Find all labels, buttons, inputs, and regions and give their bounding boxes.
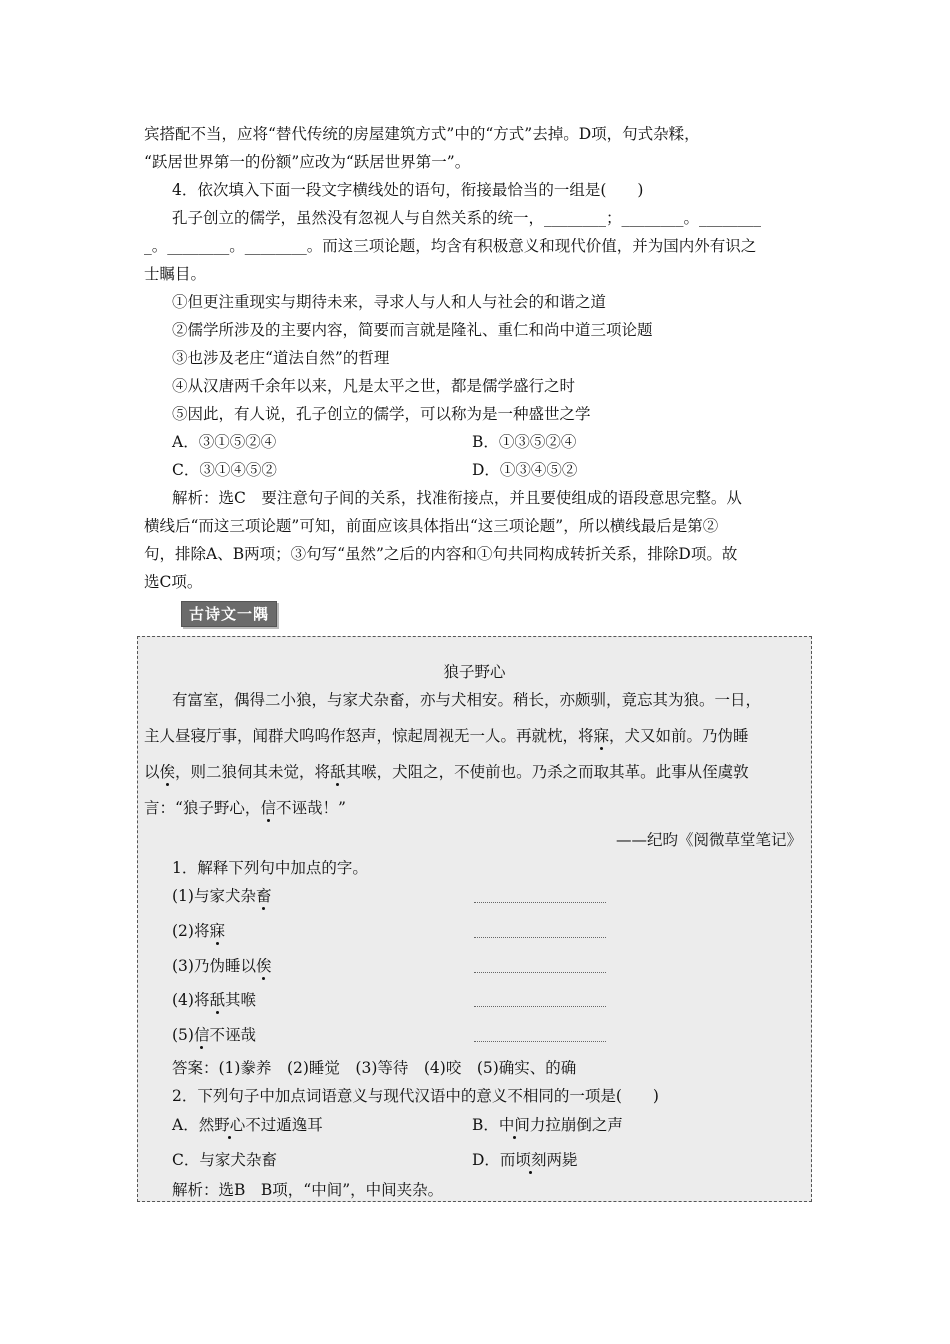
analysis-line: 解析：选C 要注意句子间的关系，找准衔接点，并且要使组成的语段意思完整。从 [172,489,742,507]
question-stem: 2．下列句子中加点词语意义与现代汉语中的意义不相同的一项是( ) [172,1087,659,1105]
list-item: ③也涉及老庄“道法自然”的哲理 [172,349,390,367]
list-item: ①但更注重现实与期待未来，寻求人与人和人与社会的和谐之道 [172,293,607,311]
sub-question [172,990,256,1010]
answer-blank[interactable] [474,1006,606,1007]
dotted-char: 寐 [209,922,225,940]
text-segment: A．然 [172,1116,215,1134]
text-segment: B． [472,1116,499,1134]
poem-line [144,798,346,818]
dotted-word: 中间 [498,1116,530,1134]
answer-blank[interactable] [474,972,606,973]
answer-line: 答案：(1)豢养 (2)睡觉 (3)等待 (4)咬 (5)确实、的确 [172,1059,577,1077]
dotted-char: 舐 [330,763,346,781]
list-item: ②儒学所涉及的主要内容，简要而言就是隆礼、重仁和尚中道三项论题 [172,321,653,339]
dotted-char: 信 [260,799,276,817]
option-c: C．③①④⑤② [172,461,277,479]
passage-line: 孔子创立的儒学，虽然没有忽视人与自然关系的统一，________；________。________ [172,209,762,227]
text-segment: 不诬哉！” [275,799,346,817]
analysis-line: 选C项。 [144,573,203,591]
text-segment: 力拉崩倒之声 [529,1116,623,1134]
poem-line [144,762,749,782]
text-segment: (3)乃伪睡以 [172,957,256,975]
option-a: A．③①⑤②④ [172,433,277,451]
question-stem: 4．依次填入下面一段文字横线处的语句，衔接最恰当的一组是( ) [172,181,644,199]
sub-question [172,1025,256,1045]
text-segment: 其喉，犬阻之，不使前也。乃杀之而取其革。此事从侄虞敦 [345,763,749,781]
text-segment: 主人昼寝厅事，闻群犬呜呜作怒声，惊起周视无一人。再就枕，将 [144,727,594,745]
text-segment: 不过遁逸耳 [245,1116,323,1134]
option-b: B．①③⑤②④ [472,433,577,451]
poem-line: 有富室，偶得二小狼，与家犬杂畜，亦与犬相安。稍长，亦颇驯，竟忘其为狼。一日， [172,691,762,709]
text-segment: ，则二狼伺其未觉，将 [175,763,331,781]
answer-blank[interactable] [474,902,606,903]
text-segment: C．与家犬杂畜 [172,1151,277,1169]
text-segment: (5) [172,1026,194,1044]
analysis-line: 句，排除A、B两项；③句写“虽然”之后的内容和①句共同构成转折关系，排除D项。故 [144,545,738,563]
text-segment: 两毙 [546,1151,578,1169]
text-segment: 以 [144,763,160,781]
answer-blank[interactable] [474,1041,606,1042]
option-a [172,1115,323,1135]
question-stem: 1．解释下列句中加点的字。 [172,859,368,877]
text-segment: (1)与家犬杂 [172,887,256,905]
text-segment: (2)将 [172,922,210,940]
text-line: “跃居世界第一的份额”应改为“跃居世界第一”。 [144,153,471,171]
poem-title: 狼子野心 [443,663,506,681]
text-segment: ，犬又如前。乃伪睡 [609,727,749,745]
option-d [472,1150,577,1170]
option-d: D．①③④⑤② [472,461,578,479]
option-b [472,1115,623,1135]
text-segment: 言：“狼子野心， [144,799,261,817]
option-c [172,1150,277,1170]
dotted-char: 寐 [593,727,610,745]
list-item: ⑤因此，有人说，孔子创立的儒学，可以称为是一种盛世之学 [172,405,591,423]
text-line: 宾搭配不当，应将“替代传统的房屋建筑方式”中的“方式”去掉。D项，句式杂糅， [144,125,700,143]
analysis-line: 横线后“而这三项论题”可知，前面应该具体指出“这三项论题”，所以横线最后是第② [144,517,719,535]
section-badge: 古诗文一隅 [181,601,277,627]
sub-question [172,921,225,941]
dotted-char: 俟 [255,957,272,975]
text-segment: (4)将 [172,991,210,1009]
dotted-char: 信 [193,1026,210,1044]
sub-question [172,956,271,976]
poem-line [144,726,749,746]
analysis-line: 解析：选B B项，“中间”，中间夹杂。 [172,1181,444,1199]
passage-line: _。________。________。而这三项论题，均含有积极意义和现代价值，并为国内外有识之 [144,237,757,255]
dotted-char: 畜 [255,887,272,905]
list-item: ④从汉唐两千余年以来，凡是太平之世，都是儒学盛行之时 [172,377,576,395]
dotted-word: 顷刻 [515,1151,547,1169]
dotted-word: 野心 [214,1116,246,1134]
text-segment: D．而 [472,1151,516,1169]
poem-source: ——纪昀《阅微草堂笔记》 [615,831,802,849]
text-segment: 不诬哉 [209,1026,256,1044]
text-segment: 其喉 [224,991,256,1009]
answer-blank[interactable] [474,937,606,938]
dotted-char: 舐 [209,991,225,1009]
passage-line: 士瞩目。 [144,265,207,283]
sub-question [172,886,271,906]
dotted-char: 俟 [159,763,176,781]
